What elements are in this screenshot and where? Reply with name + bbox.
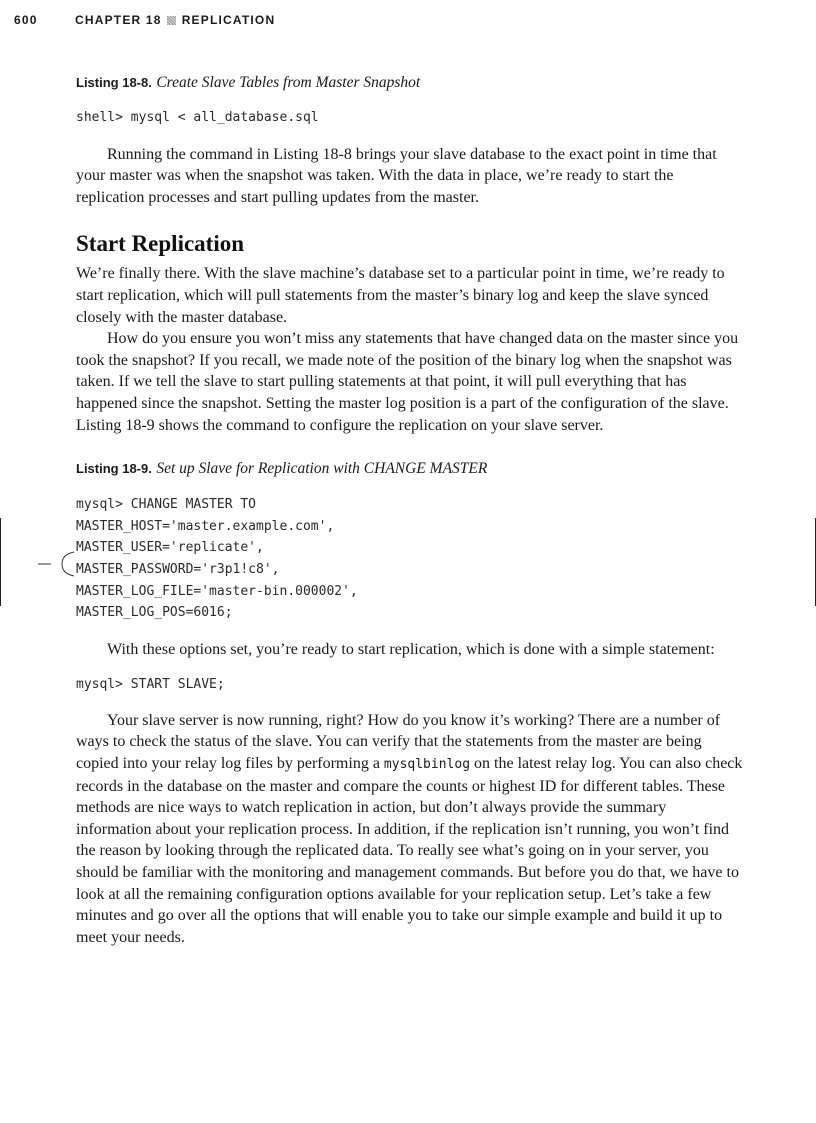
- section-label: REPLICATION: [181, 13, 276, 27]
- main-content: [76, 74, 744, 948]
- chapter-label: CHAPTER 18: [75, 13, 162, 27]
- inline-code-mysqlbinlog: mysqlbinlog: [383, 757, 471, 773]
- margin-bar-left: [0, 518, 1, 606]
- page-number: 600: [14, 13, 38, 27]
- separator-icon: [167, 16, 176, 25]
- paragraph-3: How do you ensure you won’t miss any statements that have changed data on the master since you took the snapshot? If you recall, we made note of the position of the binary log when the snapshot was taken. If we tell the slave to start pulling statements at that point, it will pull everything that has happened since the snapshot. Setting the master log position is a part of the configuration of the slave. Listing 18-9 shows the command to configure the replication on your slave server.: [76, 330, 739, 434]
- listing-title: Set up Slave for Replication with CHANGE MASTER: [156, 460, 488, 478]
- listing-title: Create Slave Tables from Master Snapshot: [156, 74, 421, 91]
- listing-label: Listing 18-9.: [76, 461, 152, 477]
- paragraph-5-text-b: on the latest relay log. You can also check records in the database on the master and compare the counts or highest ID for different tables. These methods are nice ways to watch replication in action, but don’t always provide the summary information about your replication process. In addition, if the replication isn’t running, you won’t find the reason by looking through the replicated data. To really see what’s going on in your server, you should be familiar with the monitoring and management commands. But before you do that, we have to look at all the remaining configuration options available for your replication setup. Let’s take a few minutes and go over all the options that will enable you to take our simple example and build it up to meet your needs.: [76, 755, 743, 946]
- listing-label: Listing 18-8.: [76, 75, 152, 90]
- section-heading: Start Replication: [76, 231, 245, 257]
- paragraph-5: [76, 710, 744, 949]
- code-block-listing-18-9: mysql> CHANGE MASTER TO MASTER_HOST='master.example.com', MASTER_USER='replicate', MASTER_PASSWORD='r3p1!c8', MASTER_LOG_FILE='master-bin.000002', MASTER_LOG_POS=6016;: [76, 497, 358, 621]
- paragraph-4: With these options set, you’re ready to start replication, which is done with a simple statement:: [107, 640, 715, 658]
- listing-18-8-caption: [76, 74, 744, 92]
- paragraph-1: Running the command in Listing 18-8 brings your slave database to the exact point in time that your master was when the snapshot was taken. With the data in place, we’re ready to start the replication processes and start pulling updates from the master.: [76, 145, 717, 206]
- code-start-slave: mysql> START SLAVE;: [76, 677, 225, 693]
- code-block-listing-18-8: shell> mysql < all_database.sql: [76, 110, 319, 125]
- running-head: [14, 13, 275, 27]
- paragraph-5-text-a: Your slave server is now running, right? How do you know it’s working? There are a number of ways to check the status of the slave. You can verify that the statements from the master are being copied into your relay log files by performing a: [76, 711, 721, 773]
- paragraph-2: We’re finally there. With the slave machine’s database set to a particular point in time, we’re ready to start replication, which will pull statements from the master’s binary log and keep the slave synced closely with the master database.: [76, 265, 725, 326]
- listing-18-9-caption: [76, 460, 744, 478]
- margin-bracket-icon: [38, 542, 78, 582]
